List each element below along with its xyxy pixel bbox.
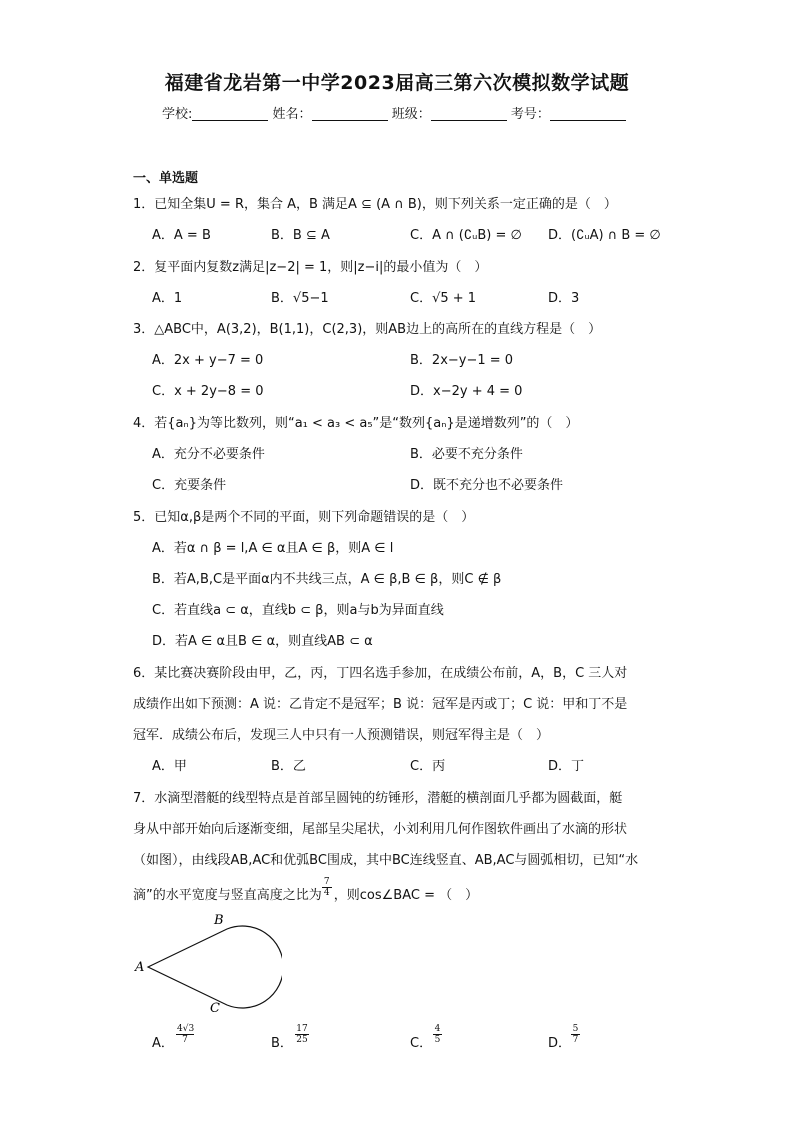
q5-option-d: D．若A ∈ α且B ∈ α，则直线AB ⊂ α: [152, 634, 373, 649]
q5-option-b: B．若A,B,C是平面α内不共线三点，A ∈ β,B ∈ β，则C ∉ β: [152, 572, 502, 587]
q7-line-3: （如图），由线段AB,AC和优弧BC围成，其中BC连线竖直、AB,AC与圆弧相切，已知“水: [133, 853, 639, 868]
q6-line-1: 6．某比赛决赛阶段由甲，乙，丙，丁四名选手参加，在成绩公布前，A，B，C 三人对: [133, 666, 628, 681]
q3-option-c: C．x + 2y−8 = 0: [152, 384, 264, 399]
q1-option-a: A．A = B: [152, 228, 211, 243]
q1-option-d: D．(∁ᵤA) ∩ B = ∅: [548, 228, 661, 243]
q6-option-a: A．甲: [152, 759, 187, 774]
q7-ratio-num: 7: [322, 877, 332, 888]
water-drop-figure: [132, 910, 282, 1014]
q7-option-b-frac: [295, 1024, 309, 1045]
q3-option-b: B．2x−y−1 = 0: [410, 353, 514, 368]
q5-stem: 5．已知α,β是两个不同的平面，则下列命题错误的是（ ）: [133, 510, 475, 525]
q6-line-3: 冠军．成绩公布后，发现三人中只有一人预测错误，则冠军得主是（ ）: [133, 728, 550, 743]
exam-title: 福建省龙岩第一中学2023届高三第六次模拟数学试题: [164, 72, 630, 94]
q7-option-b-den: 25: [296, 1035, 308, 1045]
q7-option-c-prefix: C．: [410, 1036, 433, 1051]
q7-option-a-prefix: A．: [152, 1036, 174, 1051]
q7-line-4: [133, 877, 479, 903]
q7-option-a-num: 4√3: [177, 1024, 195, 1034]
q7-option-c-num: 4: [434, 1024, 441, 1034]
q7-line-4-end: ，则cos∠BAC = （ ）: [333, 888, 479, 903]
q1-stem: 1．已知全集U = R，集合 A，B 满足A ⊆ (A ∩ B)，则下列关系一定正确的是（ ）: [133, 197, 617, 212]
number-label: 考号：: [510, 107, 550, 122]
q7-option-d-prefix: D．: [548, 1036, 572, 1051]
class-label: 班级：: [391, 107, 431, 122]
label-c: C: [210, 1001, 220, 1014]
q5-option-a: A．若α ∩ β = l,A ∈ α且A ∈ β，则A ∈ l: [152, 541, 394, 556]
q7-line-2: 身从中部开始向后逐渐变细，尾部呈尖尾状，小刘利用几何作图软件画出了水滴的形状: [133, 822, 628, 837]
q3-option-d: D．x−2y + 4 = 0: [410, 384, 523, 399]
q6-option-d: D．丁: [548, 759, 585, 774]
q7-option-a-frac: [176, 1024, 194, 1045]
q2-option-d: D．3: [548, 291, 580, 306]
q1-option-c: C．A ∩ (∁ᵤB) = ∅: [410, 228, 522, 243]
q7-ratio-den: 4: [323, 888, 330, 898]
school-blank[interactable]: [192, 106, 268, 121]
q7-option-c-frac: [433, 1024, 442, 1045]
q1-option-b: B．B ⊆ A: [271, 228, 330, 243]
q4-option-d: D．既不充分也不必要条件: [410, 478, 564, 493]
q7-option-a-den: 7: [182, 1035, 188, 1045]
label-a: A: [135, 960, 145, 975]
q7-line-1: 7．水滴型潜艇的线型特点是首部呈圆钝的纺锤形，潜艇的横剖面几乎都为圆截面，艇: [133, 791, 623, 806]
q7-option-c-den: 5: [434, 1035, 441, 1045]
q3-option-a: A．2x + y−7 = 0: [152, 353, 264, 368]
q7-ratio: [322, 877, 334, 899]
q4-stem: 4．若{aₙ}为等比数列，则“a₁ < a₃ < a₅”是“数列{aₙ}是递增数列”的（ ）: [133, 416, 579, 431]
q5-option-c: C．若直线a ⊂ α，直线b ⊂ β，则a与b为异面直线: [152, 603, 444, 618]
q2-option-c: C．√5 + 1: [410, 291, 477, 306]
q7-line-4-text: 滴”的水平宽度与竖直高度之比为: [133, 888, 322, 903]
water-drop-outline: [148, 926, 282, 1008]
q2-option-a: A．1: [152, 291, 183, 306]
q6-line-2: 成绩作出如下预测：A 说：乙肯定不是冠军；B 说：冠军是丙或丁；C 说：甲和丁不是: [133, 697, 628, 712]
q4-option-c: C．充要条件: [152, 478, 227, 493]
q7-option-b-prefix: B．: [271, 1036, 293, 1051]
name-blank[interactable]: [312, 106, 388, 121]
label-b: B: [214, 913, 224, 928]
q7-option-b-num: 17: [296, 1024, 308, 1034]
q3-stem: 3．△ABC中，A(3,2)，B(1,1)，C(2,3)，则AB边上的高所在的直线方程是（ ）: [133, 322, 602, 337]
q6-option-b: B．乙: [271, 759, 306, 774]
class-blank[interactable]: [431, 106, 507, 121]
name-label: 姓名：: [272, 107, 312, 122]
q7-option-d-den: 7: [572, 1035, 579, 1045]
number-blank[interactable]: [550, 106, 626, 121]
q2-stem: 2．复平面内复数z满足|z−2| = 1，则|z−i|的最小值为（ ）: [133, 260, 488, 275]
q7-option-d-num: 5: [572, 1024, 579, 1034]
section-heading: 一、单选题: [133, 171, 199, 186]
q6-option-c: C．丙: [410, 759, 446, 774]
student-info-line: [162, 103, 626, 122]
q7-option-d-frac: [571, 1024, 580, 1045]
q4-option-b: B．必要不充分条件: [410, 447, 523, 462]
q4-option-a: A．充分不必要条件: [152, 447, 265, 462]
school-label: 学校:: [162, 107, 193, 122]
q2-option-b: B．√5−1: [271, 291, 329, 306]
